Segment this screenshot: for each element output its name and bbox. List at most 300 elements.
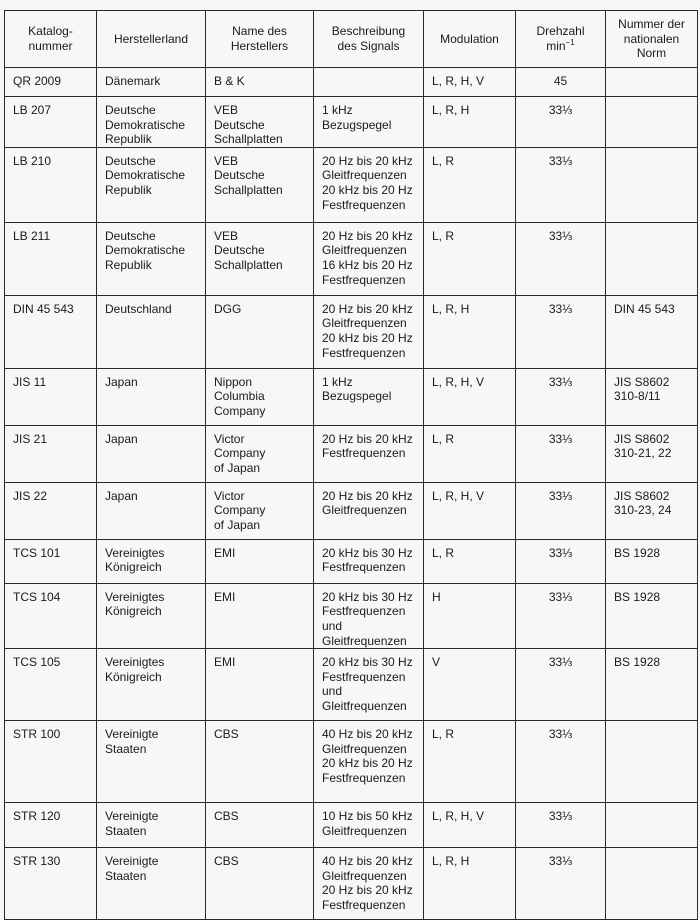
cell-line: Festfrequenzen	[322, 446, 406, 461]
table-row	[5, 803, 698, 848]
cell-line: BS 1928	[614, 589, 661, 604]
cell-land	[97, 425, 206, 482]
header-line	[516, 24, 605, 39]
cell-line: 20 Hz bis 20 kHz	[322, 301, 413, 316]
cell-text: JIS 11	[13, 374, 47, 389]
header-line	[206, 39, 313, 54]
cell-line: Bezugspegel	[322, 389, 392, 404]
cell-text: 45	[553, 74, 568, 88]
cell-line: CBS	[214, 809, 239, 824]
cell-line: 20 kHz bis 30 Hz	[322, 545, 413, 560]
cell-line: Deutsche	[214, 168, 265, 183]
cell-line: of Japan	[214, 517, 261, 532]
cell-line: JIS S8602	[614, 374, 670, 389]
cell-content	[516, 97, 605, 118]
cell-katalog	[5, 147, 97, 222]
cell-content	[206, 540, 313, 561]
cell-line: und	[322, 684, 343, 699]
cell-name	[206, 97, 314, 148]
cell-line: Königreich	[105, 669, 162, 684]
cell-land	[97, 848, 206, 920]
cell-text: QR 2009	[13, 74, 62, 88]
cell-content	[206, 649, 313, 670]
cell-modulation	[424, 147, 516, 222]
table-row	[5, 721, 698, 803]
cell-land	[97, 368, 206, 425]
cell-content	[206, 97, 313, 147]
cell-modulation	[424, 97, 516, 148]
column-header-beschreibung	[314, 11, 424, 68]
cell-line: 310-21, 22	[614, 446, 672, 461]
cell-line: Vereinigte	[105, 809, 159, 824]
cell-content	[206, 803, 313, 824]
header-text: Norm	[636, 46, 667, 61]
cell-content	[424, 148, 515, 169]
cell-text: L, R, H	[432, 103, 470, 117]
cell-beschreibung	[314, 222, 424, 295]
cell-line: 20 kHz bis 20 Hz	[322, 330, 413, 345]
cell-content	[516, 296, 605, 317]
cell-line: Festfrequenzen	[322, 669, 406, 684]
column-header-drehzahl	[516, 11, 606, 68]
cell-content	[606, 148, 697, 154]
cell-katalog	[5, 482, 97, 539]
cell-katalog	[5, 848, 97, 920]
cell-katalog	[5, 68, 97, 97]
cell-content	[516, 369, 605, 390]
cell-beschreibung	[314, 147, 424, 222]
cell-line: Gleitfrequenzen	[322, 503, 407, 518]
cell-content	[206, 584, 313, 605]
cell-text: 33⅓	[548, 374, 573, 389]
header-text: Drehzahl	[536, 24, 585, 39]
cell-text: L, R	[432, 727, 455, 742]
cell-line: Schallplatten	[214, 132, 283, 147]
cell-line: Deutsche	[214, 243, 265, 258]
cell-line: Gleitfrequenzen	[322, 316, 407, 331]
cell-modulation	[424, 803, 516, 848]
cell-content	[424, 584, 515, 605]
cell-line: EMI	[214, 589, 236, 604]
cell-content	[314, 148, 423, 212]
cell-content	[206, 148, 313, 198]
cell-line: Gleitfrequenzen	[322, 698, 407, 713]
header-text: Herstellers	[230, 39, 289, 53]
cell-line: Schallplatten	[214, 257, 283, 272]
cell-line: Demokratische	[105, 117, 186, 132]
cell-content	[606, 721, 697, 727]
cell-name	[206, 147, 314, 222]
cell-text: 33⅓	[548, 589, 573, 604]
cell-content	[606, 369, 697, 404]
cell-drehzahl	[516, 583, 606, 648]
cell-line: Gleitfrequenzen	[322, 168, 407, 183]
test-record-table	[4, 10, 698, 920]
cell-name	[206, 539, 314, 583]
table-row	[5, 539, 698, 583]
cell-drehzahl	[516, 147, 606, 222]
cell-content	[424, 848, 515, 869]
header-text: Katalog-	[28, 24, 73, 39]
cell-line: 40 Hz bis 20 kHz	[322, 854, 413, 869]
cell-land	[97, 222, 206, 295]
cell-content	[424, 803, 515, 824]
cell-line: 1 kHz	[322, 103, 353, 117]
cell-line: und	[322, 618, 343, 633]
table-row	[5, 222, 698, 295]
cell-content	[5, 369, 96, 390]
cell-katalog	[5, 803, 97, 848]
cell-norm	[606, 539, 698, 583]
cell-beschreibung	[314, 97, 424, 148]
cell-name	[206, 295, 314, 368]
cell-text: TCS 105	[13, 655, 61, 670]
cell-content	[606, 649, 697, 670]
cell-line: Festfrequenzen	[322, 345, 406, 360]
cell-name	[206, 803, 314, 848]
cell-line: Japan	[105, 488, 138, 503]
cell-text: TCS 101	[13, 545, 61, 560]
cell-name	[206, 848, 314, 920]
cell-content	[516, 721, 605, 742]
cell-content	[314, 223, 423, 287]
cell-line: Staaten	[105, 823, 147, 838]
cell-beschreibung	[314, 368, 424, 425]
cell-line: Festfrequenzen	[322, 897, 406, 912]
cell-content	[97, 68, 205, 89]
table-row	[5, 848, 698, 920]
header-line	[606, 17, 697, 32]
cell-text: JIS 21	[13, 431, 48, 446]
cell-text: 33⅓	[548, 854, 573, 869]
cell-name	[206, 583, 314, 648]
cell-line: 310-23, 24	[614, 503, 672, 518]
cell-content	[5, 223, 96, 244]
cell-drehzahl	[516, 295, 606, 368]
cell-content	[424, 649, 515, 670]
cell-name	[206, 482, 314, 539]
header-text: Modulation	[440, 31, 499, 46]
cell-norm	[606, 368, 698, 425]
cell-norm	[606, 425, 698, 482]
header-text: des Signals	[337, 39, 400, 53]
cell-line: of Japan	[214, 460, 261, 475]
cell-beschreibung	[314, 295, 424, 368]
cell-line: Staaten	[105, 868, 147, 883]
cell-land	[97, 97, 206, 148]
cell-name	[206, 368, 314, 425]
cell-text: STR 130	[13, 854, 61, 869]
cell-content	[314, 721, 423, 785]
cell-text: LB 211	[13, 228, 51, 243]
table-header-row	[5, 11, 698, 68]
cell-line: CBS	[214, 727, 239, 742]
cell-content	[5, 483, 96, 504]
cell-line: Festfrequenzen	[322, 197, 406, 212]
cell-content	[516, 848, 605, 869]
cell-drehzahl	[516, 368, 606, 425]
cell-text: JIS 22	[13, 488, 48, 503]
cell-text: L, R, H	[432, 854, 470, 869]
cell-name	[206, 425, 314, 482]
cell-line: Vereinigte	[105, 727, 159, 742]
header-line	[314, 24, 423, 39]
cell-line: Staaten	[105, 741, 147, 756]
header-text: nummer	[28, 39, 73, 53]
cell-name	[206, 222, 314, 295]
cell-beschreibung	[314, 583, 424, 648]
cell-drehzahl	[516, 848, 606, 920]
cell-content	[516, 148, 605, 169]
cell-content	[314, 369, 423, 404]
cell-line: Columbia	[214, 389, 265, 404]
cell-norm	[606, 848, 698, 920]
cell-content	[97, 296, 205, 317]
cell-content	[5, 148, 96, 169]
cell-line: DIN 45 543	[614, 301, 675, 316]
cell-katalog	[5, 222, 97, 295]
cell-beschreibung	[314, 848, 424, 920]
cell-content	[606, 68, 697, 74]
cell-line: Republik	[105, 182, 152, 197]
cell-content	[206, 848, 313, 869]
cell-text: 33⅓	[548, 103, 573, 117]
table-row	[5, 147, 698, 222]
cell-modulation	[424, 482, 516, 539]
cell-modulation	[424, 721, 516, 803]
cell-text: 33⅓	[548, 228, 573, 243]
cell-drehzahl	[516, 649, 606, 721]
column-header-land	[97, 11, 206, 68]
cell-content	[314, 540, 423, 575]
cell-text: 33⅓	[548, 153, 573, 168]
cell-modulation	[424, 649, 516, 721]
cell-line: B & K	[214, 74, 245, 88]
cell-beschreibung	[314, 482, 424, 539]
cell-line: Republik	[105, 257, 152, 272]
cell-land	[97, 803, 206, 848]
cell-name	[206, 68, 314, 97]
cell-katalog	[5, 295, 97, 368]
cell-line: Festfrequenzen	[322, 560, 406, 575]
cell-land	[97, 649, 206, 721]
cell-text: L, R	[432, 545, 455, 560]
cell-content	[314, 803, 423, 838]
header-line	[606, 46, 697, 61]
cell-content	[424, 540, 515, 561]
cell-line: VEB	[214, 153, 239, 168]
cell-drehzahl	[516, 97, 606, 148]
cell-content	[424, 68, 515, 89]
cell-katalog	[5, 425, 97, 482]
cell-line: Demokratische	[105, 243, 186, 258]
cell-line: 20 Hz bis 20 kHz	[322, 883, 413, 898]
cell-line: Festfrequenzen	[322, 272, 406, 287]
cell-beschreibung	[314, 649, 424, 721]
cell-line: EMI	[214, 545, 236, 560]
cell-line: 20 kHz bis 30 Hz	[322, 655, 413, 670]
table-row	[5, 295, 698, 368]
header-line	[606, 32, 697, 47]
cell-norm	[606, 222, 698, 295]
column-header-modulation	[424, 11, 516, 68]
cell-content	[5, 296, 96, 317]
cell-modulation	[424, 295, 516, 368]
cell-content	[516, 223, 605, 244]
cell-content	[5, 721, 96, 742]
cell-content	[606, 97, 697, 103]
cell-line: Victor	[214, 488, 245, 503]
cell-katalog	[5, 368, 97, 425]
cell-line: Gleitfrequenzen	[322, 243, 407, 258]
cell-content	[424, 721, 515, 742]
cell-drehzahl	[516, 803, 606, 848]
cell-line: Japan	[105, 431, 138, 446]
cell-line: Company	[214, 503, 266, 518]
cell-line: Nippon	[214, 374, 253, 389]
cell-line: 1 kHz	[322, 374, 353, 389]
cell-line: Vereinigte	[105, 854, 159, 869]
cell-line: 20 kHz bis 30 Hz	[322, 589, 413, 604]
cell-line: 16 kHz bis 20 Hz	[322, 257, 413, 272]
cell-modulation	[424, 222, 516, 295]
table-row	[5, 68, 698, 97]
cell-katalog	[5, 97, 97, 148]
cell-content	[314, 649, 423, 713]
cell-content	[516, 584, 605, 605]
cell-line: JIS S8602	[614, 431, 670, 446]
cell-text: H	[432, 589, 441, 604]
cell-content	[5, 426, 96, 447]
cell-content	[314, 584, 423, 648]
cell-content	[97, 803, 205, 838]
cell-katalog	[5, 539, 97, 583]
column-header-norm	[606, 11, 698, 68]
cell-drehzahl	[516, 68, 606, 97]
cell-content	[606, 296, 697, 317]
cell-text: 33⅓	[548, 301, 573, 316]
cell-line: DGG	[214, 301, 242, 316]
cell-content	[5, 540, 96, 561]
table-row	[5, 649, 698, 721]
cell-content	[314, 97, 423, 132]
header-text: Herstellerland	[113, 31, 189, 46]
header-line	[5, 24, 96, 39]
cell-content	[314, 426, 423, 461]
cell-modulation	[424, 848, 516, 920]
cell-modulation	[424, 539, 516, 583]
cell-content	[97, 721, 205, 756]
cell-content	[314, 296, 423, 360]
cell-line: BS 1928	[614, 655, 661, 670]
cell-content	[424, 223, 515, 244]
header-line	[314, 39, 423, 54]
table-body	[5, 68, 698, 920]
table-row	[5, 368, 698, 425]
cell-content	[206, 483, 313, 533]
cell-land	[97, 295, 206, 368]
header-text: nationalen	[623, 31, 680, 46]
cell-content	[424, 426, 515, 447]
cell-line: 310-8/11	[614, 389, 661, 404]
cell-line: CBS	[214, 854, 239, 869]
cell-content	[516, 483, 605, 504]
cell-text: L, R, H, V	[432, 374, 485, 389]
cell-line: Gleitfrequenzen	[322, 823, 407, 838]
cell-land	[97, 539, 206, 583]
cell-land	[97, 583, 206, 648]
cell-land	[97, 147, 206, 222]
cell-content	[5, 803, 96, 824]
cell-norm	[606, 295, 698, 368]
header-line	[206, 24, 313, 39]
cell-drehzahl	[516, 222, 606, 295]
cell-modulation	[424, 583, 516, 648]
cell-beschreibung	[314, 803, 424, 848]
cell-katalog	[5, 721, 97, 803]
cell-content	[206, 369, 313, 419]
cell-content	[97, 369, 205, 390]
cell-name	[206, 649, 314, 721]
cell-line: Deutschland	[105, 301, 172, 316]
cell-content	[97, 97, 205, 147]
cell-line: 20 Hz bis 20 kHz	[322, 228, 413, 243]
cell-content	[97, 848, 205, 883]
column-header-katalog	[5, 11, 97, 68]
header-text: Nummer der	[618, 17, 685, 32]
cell-content	[424, 97, 515, 118]
cell-beschreibung	[314, 721, 424, 803]
cell-content	[206, 68, 313, 89]
cell-line: 10 Hz bis 50 kHz	[322, 809, 413, 824]
cell-text: 33⅓	[548, 809, 573, 824]
cell-content	[5, 97, 96, 118]
column-header-name	[206, 11, 314, 68]
cell-line: 20 Hz bis 20 kHz	[322, 431, 413, 446]
cell-text: TCS 104	[13, 589, 61, 604]
header-text: min	[546, 39, 566, 53]
cell-drehzahl	[516, 425, 606, 482]
cell-text: V	[432, 655, 441, 670]
cell-text: STR 100	[13, 727, 61, 742]
cell-content	[516, 540, 605, 561]
table-row	[5, 97, 698, 148]
cell-content	[606, 540, 697, 561]
cell-content	[314, 848, 423, 912]
cell-content	[5, 68, 96, 89]
cell-line: Gleitfrequenzen	[322, 741, 407, 756]
cell-content	[97, 426, 205, 447]
cell-content	[314, 483, 423, 518]
cell-line: Japan	[105, 374, 138, 389]
cell-line: 20 Hz bis 20 kHz	[322, 153, 413, 168]
cell-content	[97, 540, 205, 575]
cell-text: L, R, H, V	[432, 488, 485, 503]
cell-norm	[606, 649, 698, 721]
header-line	[5, 39, 96, 54]
cell-content	[424, 296, 515, 317]
header-line	[516, 39, 605, 54]
cell-text: LB 210	[13, 153, 52, 168]
cell-line: Republik	[105, 132, 152, 147]
cell-drehzahl	[516, 721, 606, 803]
cell-text: L, R, H, V	[432, 74, 485, 88]
cell-name	[206, 721, 314, 803]
cell-content	[5, 649, 96, 670]
cell-text: 33⅓	[548, 488, 573, 503]
cell-line: Company	[214, 446, 266, 461]
cell-text: 33⅓	[548, 727, 573, 742]
